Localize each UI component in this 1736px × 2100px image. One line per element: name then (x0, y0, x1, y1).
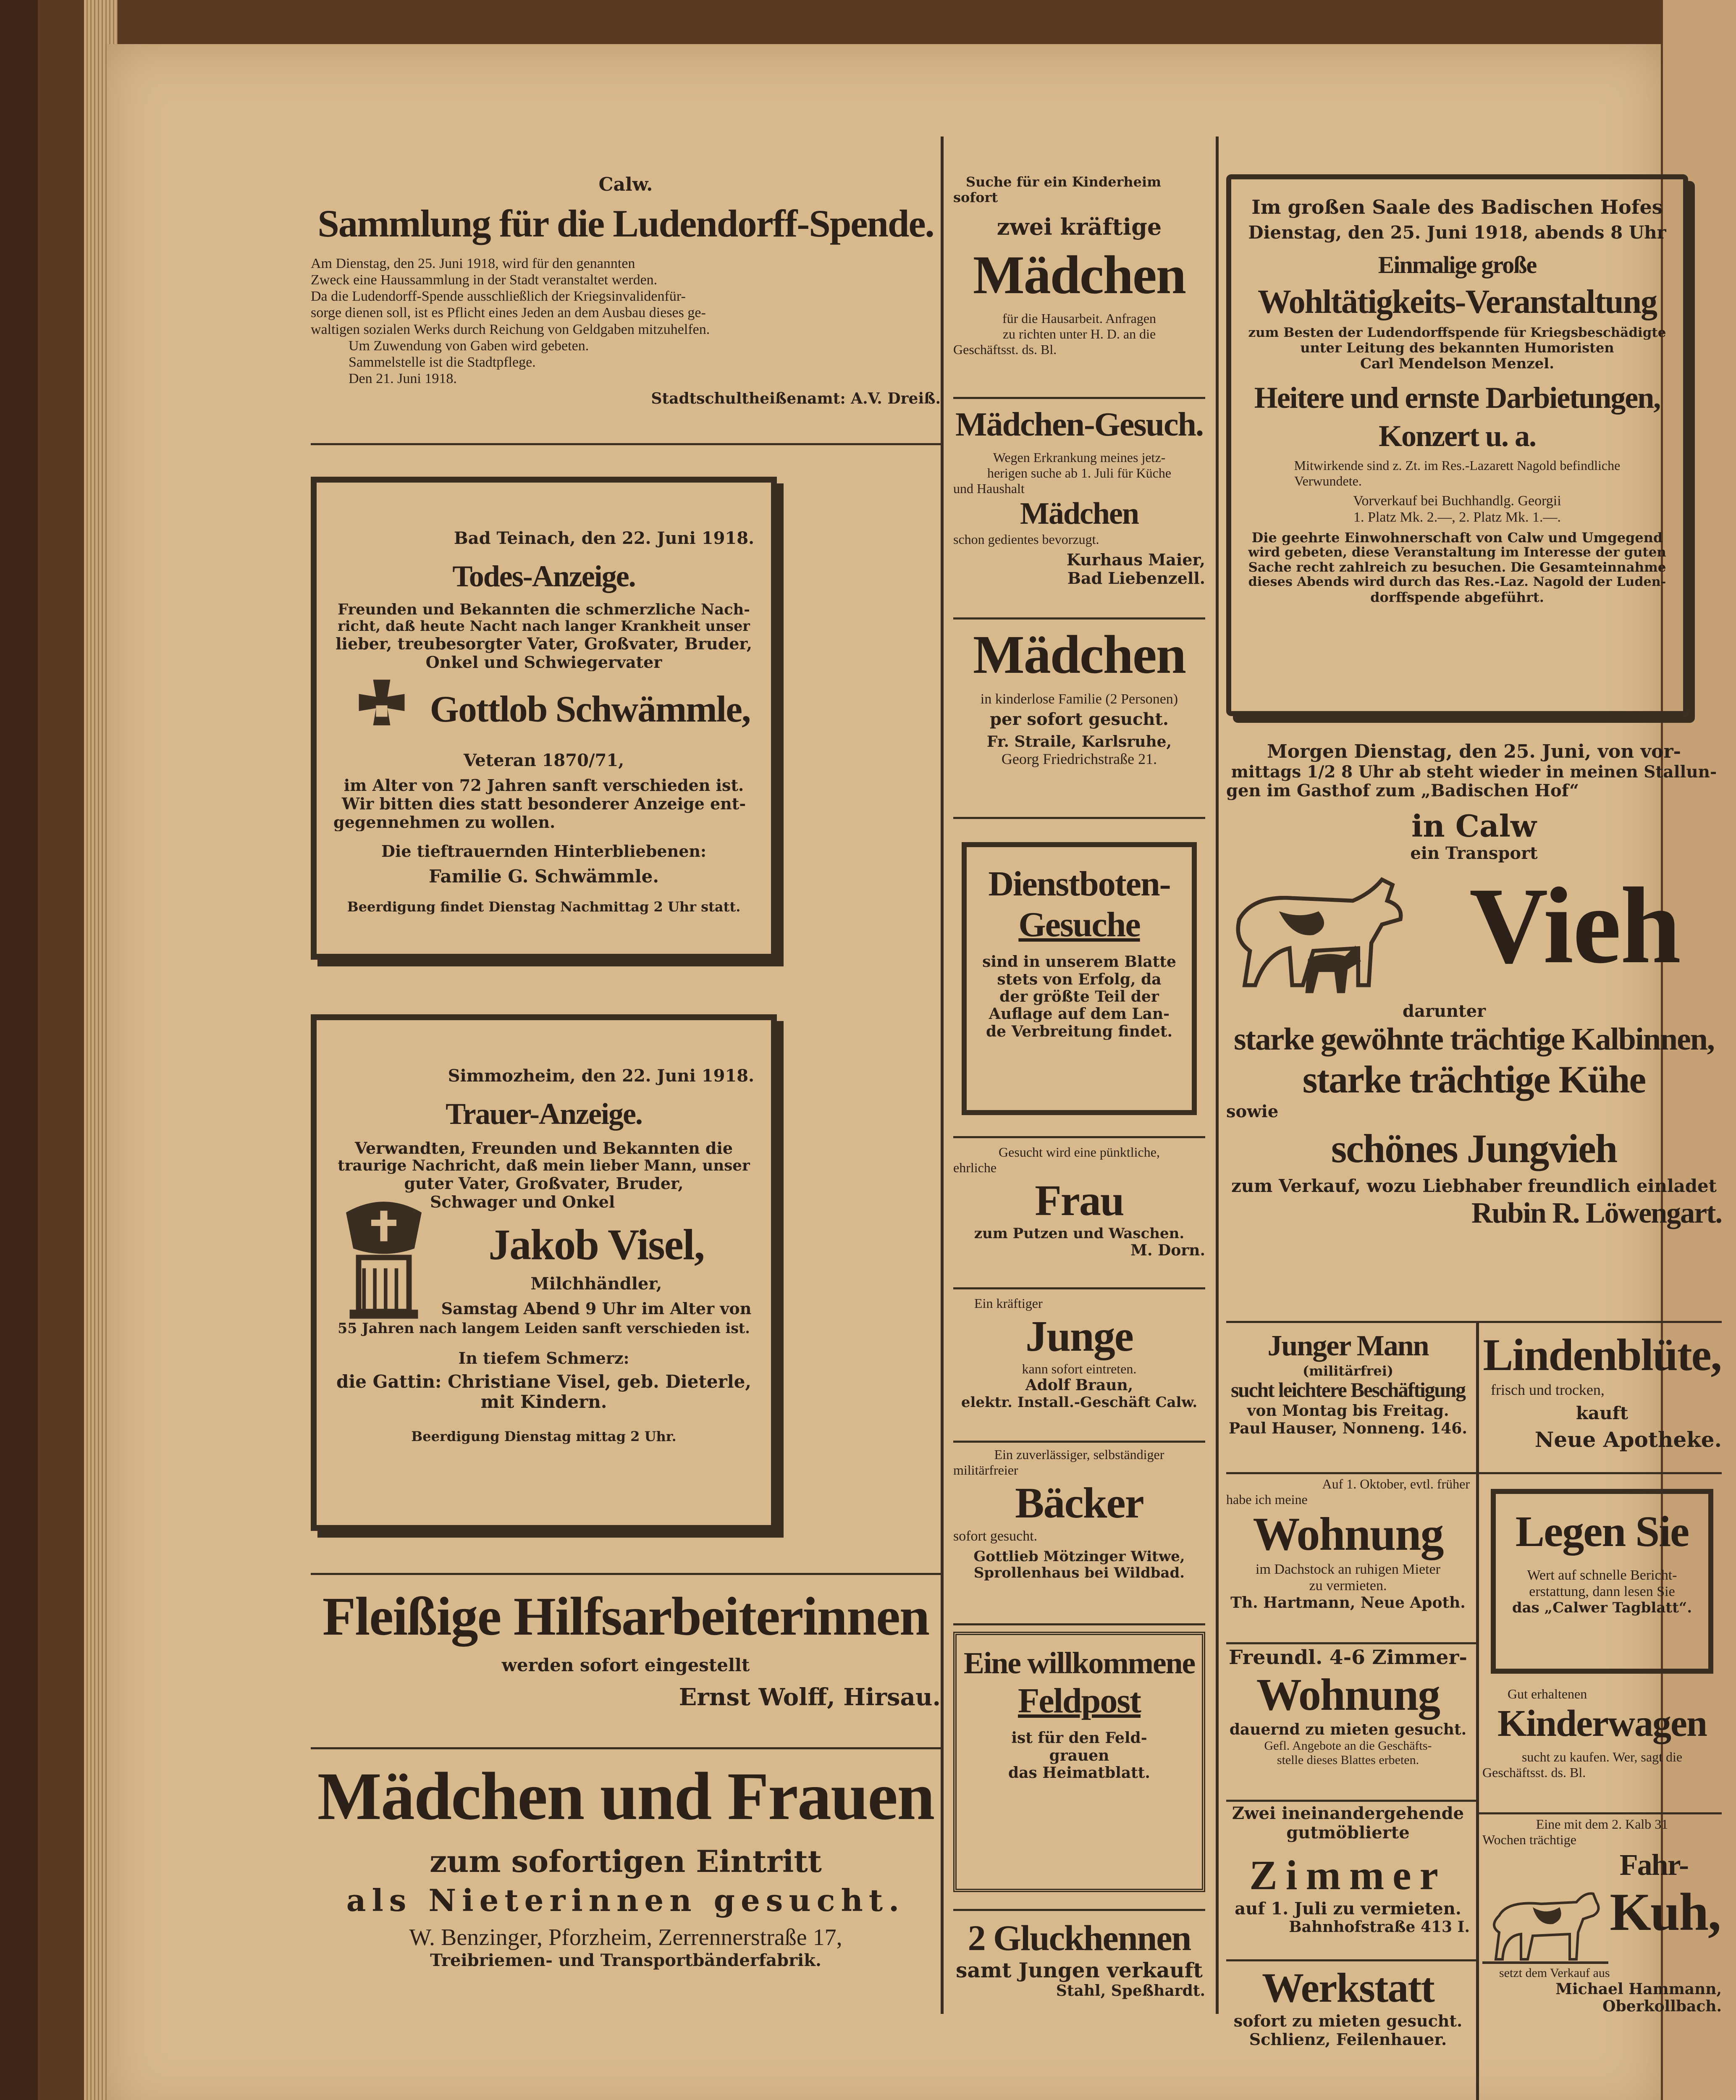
ad-line: Wochen trächtige (1482, 1832, 1576, 1847)
ad-signature: elektr. Install.-Geschäft Calw. (961, 1394, 1198, 1411)
ad-signature: Neue Apotheke. (1534, 1427, 1722, 1452)
ad-line: Eine mit dem 2. Kalb 31 (1536, 1816, 1668, 1832)
grave-wreath-icon (338, 1194, 430, 1320)
ad-line: Geschäftsst. ds. Bl. (953, 341, 1057, 357)
frau-ad (953, 1144, 1205, 1283)
ad-line: als Nieterinnen gesucht. (346, 1883, 905, 1919)
text-line: im Alter von 72 Jahren sanft verschieden ist. (344, 776, 744, 795)
ad-line: kauft (1576, 1403, 1628, 1423)
ad-title: Frau (1035, 1176, 1124, 1225)
ad-signature: Stahl, Speßhardt. (1056, 1982, 1205, 2000)
iron-cross-icon (346, 675, 417, 747)
obituary-name-row (333, 675, 754, 751)
middle-column (953, 128, 1205, 2018)
text-line: Onkel und Schwiegervater (425, 653, 662, 672)
ad-line: Ein kräftiger (974, 1296, 1043, 1311)
feldpost-ad (953, 1632, 1205, 1892)
ad-line: ein Transport (1410, 844, 1538, 864)
ad-line: Wegen Erkrankung meines jetz- (993, 450, 1166, 465)
ad-line: auf 1. Juli zu vermieten. (1235, 1899, 1461, 1919)
ad-body (1244, 530, 1670, 605)
obituary-intro (333, 601, 754, 671)
ad-line: Geschäftsst. ds. Bl. (1482, 1765, 1586, 1780)
ad-line: Carl Mendelson Menzel. (1360, 356, 1555, 373)
ad-line: Um Zuwendung von Gaben wird gebeten. (349, 338, 589, 354)
ad-line: Zwei ineinandergehende (1232, 1804, 1464, 1823)
cattle-icon (1226, 863, 1411, 1002)
ad-company-line: Treibriemen- und Transportbänderfabrik. (430, 1951, 821, 1971)
ad-line: von Montag bis Freitag. (1247, 1402, 1449, 1420)
ad-line: frisch und trocken, (1491, 1381, 1605, 1399)
ad-line: Morgen Dienstag, den 25. Juni, von vor- (1267, 741, 1681, 762)
ad-line: Verwundete. (1294, 473, 1362, 488)
ad-signature: Th. Hartmann, Neue Apoth. (1230, 1594, 1466, 1612)
ad-line: militärfreier (953, 1462, 1018, 1478)
ad-line: zu vermieten. (1309, 1578, 1387, 1594)
nieterinnen-ad (311, 1758, 941, 2010)
book-edge-left (0, 0, 38, 2100)
ad-title: Wohnung (1256, 1670, 1440, 1720)
vieh-ad (1226, 741, 1722, 1304)
ad-title: Legen Sie (1515, 1507, 1689, 1556)
divider (953, 1136, 1205, 1138)
deceased-occupation: Milchhändler, (530, 1274, 662, 1294)
ad-line: waltigen sozialen Werks durch Reichung von Geldgaben mitzuhelfen. (311, 321, 710, 337)
ad-line: kann sofort eintreten. (1022, 1361, 1137, 1377)
ad-line: Suche für ein Kinderheim (966, 174, 1162, 190)
ad-signature: Oberkollbach. (1602, 1998, 1722, 2016)
divider (311, 443, 941, 445)
ad-line: dorffspende abgeführt. (1370, 590, 1544, 605)
obituary-visel (311, 1014, 777, 1531)
ad-line: Vorverkauf bei Buchhandlg. Georgii (1353, 493, 1561, 509)
ad-title: starke gewöhnte trächtige Kalbinnen, (1234, 1022, 1714, 1057)
ad-title: Fleißige Hilfsarbeiterinnen (322, 1586, 929, 1647)
obituary-heading: Todes-Anzeige. (452, 559, 635, 593)
ad-line: für die Hausarbeit. Anfragen (1002, 311, 1156, 326)
ad-title: Kinderwagen (1497, 1702, 1707, 1744)
ad-signature: Georg Friedrichstraße 21. (1001, 750, 1157, 767)
widow: die Gattin: Christiane Visel, geb. Dieterle, (336, 1371, 752, 1392)
lindenbluete-ad (1482, 1329, 1722, 1468)
ad-line: Gut erhaltenen (1508, 1686, 1587, 1701)
ad-line: Dienstag, den 25. Juni 1918, abends 8 Uhr (1248, 222, 1666, 243)
zimmer-ad (1226, 1804, 1470, 1955)
ad-line: sucht zu kaufen. Wer, sagt die (1521, 1749, 1683, 1765)
ad-line: werden sofort eingestellt (501, 1655, 750, 1675)
obituary-schwaemmle (311, 477, 777, 960)
ad-line: 1. Platz Mk. 2.—, 2. Platz Mk. 1.—. (1353, 509, 1561, 525)
ad-company: Ernst Wolff, Hirsau. (679, 1683, 941, 1711)
ad-line: darunter (1403, 1002, 1486, 1021)
ad-title: Mädchen-Gesuch. (955, 406, 1203, 443)
ad-line: zum Besten der Ludendorffspende für Kriegsbeschädigte (1248, 325, 1666, 340)
gluckhennen-ad (953, 1917, 1205, 2018)
text-line: traurige Nachricht, daß mein lieber Mann, unser (338, 1157, 750, 1175)
ad-line: Auf 1. Oktober, evtl. früher (1322, 1476, 1470, 1491)
ad-line: de Verbreitung findet. (986, 1023, 1173, 1040)
ad-line: Den 21. Juni 1918. (349, 370, 457, 386)
text-line: Schwager und Onkel (430, 1193, 615, 1211)
kuh-ad (1482, 1816, 1722, 2052)
ad-line: Gesucht wird eine pünktliche, (999, 1144, 1160, 1160)
ad-title: Eine willkommene (963, 1646, 1195, 1680)
ad-note: schon gedientes bevorzugt. (953, 532, 1099, 547)
ad-company: W. Benzinger, Pforzheim, Zerrennerstraße 17, (409, 1924, 842, 1951)
mourners: Familie G. Schwämmle. (429, 866, 659, 887)
burial-note: Beerdigung Dienstag mittag 2 Uhr. (411, 1429, 677, 1445)
burial-note: Beerdigung findet Dienstag Nachmittag 2 Uhr statt. (347, 899, 741, 915)
werkstatt-ad (1226, 1964, 1470, 2056)
ad-line: sind in unserem Blatte (982, 953, 1176, 971)
ad-title: Kuh, (1610, 1883, 1720, 1942)
ad-title: Dienstboten- (988, 864, 1170, 903)
ad-title: Vieh (1469, 865, 1681, 987)
wohnung-gesuch-ad (1226, 1646, 1470, 1798)
calw-ludendorff-ad (311, 174, 941, 426)
ad-signature: Bahnhofstraße 413 I. (1289, 1919, 1470, 1936)
ad-line: unter Leitung des bekannten Humoristen (1300, 340, 1614, 356)
divider (953, 1287, 1205, 1289)
junger-mann-ad (1226, 1329, 1470, 1468)
ad-line: Am Dienstag, den 25. Juni 1918, wird für den genannten (311, 256, 635, 272)
obituary-dateline: Simmozheim, den 22. Juni 1918. (448, 1066, 754, 1086)
ad-line: stelle dieses Blattes erbeten. (1277, 1753, 1419, 1767)
ad-line: setzt dem Verkauf aus (1499, 1966, 1610, 1980)
ad-line: gutmöblierte (1286, 1823, 1410, 1843)
divider (1226, 1321, 1722, 1323)
ad-title: Werkstatt (1262, 1964, 1434, 2011)
children: mit Kindern. (480, 1392, 607, 1412)
ad-title: Junger Mann (1267, 1330, 1429, 1362)
ad-line: mittags 1/2 8 Uhr ab steht wieder in meinen Stallun- (1231, 762, 1717, 782)
ad-title: Mädchen (973, 244, 1185, 305)
divider (1226, 1642, 1476, 1644)
ad-title: Heitere und ernste Darbietungen, (1254, 381, 1660, 415)
ad-signature: M. Dorn. (1130, 1242, 1205, 1260)
kinderwagen-ad (1482, 1686, 1722, 1808)
ad-signature: Gottlieb Mötzinger Witwe, (973, 1549, 1185, 1565)
ad-title: Lindenblüte, (1483, 1330, 1721, 1380)
obituary-heading: Trauer-Anzeige. (446, 1097, 642, 1131)
ad-line: Im großen Saale des Badischen Hofes (1251, 196, 1663, 218)
mourners-label: Die tieftrauernden Hinterbliebenen: (381, 842, 707, 861)
ad-title: Mädchen und Frauen (317, 1759, 934, 1834)
column-rule (941, 136, 944, 2014)
ad-line: zum Putzen und Waschen. (974, 1226, 1185, 1242)
deceased-name: Gottlob Schwämmle, (430, 688, 750, 730)
ad-word: Mädchen (1020, 496, 1138, 531)
text-line: Verwandten, Freunden und Bekannten die (354, 1139, 733, 1158)
ad-title: Bäcker (1015, 1478, 1143, 1527)
ad-line: grauen (1049, 1747, 1109, 1764)
ad-line: samt Jungen verkauft (956, 1958, 1203, 1982)
kinderlos-ad (953, 624, 1205, 808)
dienstboten-ad (962, 842, 1197, 1115)
ad-title: Gesuche (1018, 905, 1140, 944)
divider (953, 397, 1205, 399)
newspaper-page (107, 44, 1722, 2100)
ad-title: Junge (1025, 1312, 1133, 1360)
ad-line: und Haushalt (953, 480, 1025, 496)
divider (953, 1909, 1205, 1911)
ad-line: Auflage auf dem Lan- (989, 1005, 1170, 1023)
ad-line: gen im Gasthof zum „Badischen Hof“ (1226, 781, 1579, 801)
ad-title: Wohnung (1253, 1508, 1443, 1560)
vieh-title-row (1226, 863, 1722, 1002)
ad-signature: Michael Hammann, (1555, 1980, 1722, 1998)
divider (1479, 1472, 1722, 1474)
ad-signature: Schlienz, Feilenhauer. (1249, 2030, 1447, 2049)
ad-place: in Calw (1411, 809, 1537, 844)
deceased-name: Jakob Visel, (488, 1220, 704, 1269)
ad-title: starke trächtige Kühe (1302, 1058, 1646, 1101)
ad-line: Gefl. Angebote an die Geschäfts- (1264, 1738, 1432, 1753)
ad-line: erstattung, dann lesen Sie (1529, 1583, 1675, 1599)
divider (953, 617, 1205, 620)
baecker-ad (953, 1447, 1205, 1615)
divider (1226, 1472, 1476, 1474)
text-line: lieber, treubesorgter Vater, Großvater, Bruder, (336, 634, 752, 653)
sub-column-rule (1476, 1321, 1479, 2100)
text-line: Freunden und Bekannten die schmerzliche Nach- (338, 601, 750, 618)
ad-signature: Bad Liebenzell. (1067, 569, 1205, 588)
ad-line: das „Calwer Tagblatt“. (1512, 1599, 1692, 1616)
ad-signature: Stadtschultheißenamt: A.V. Dreiß. (651, 390, 941, 407)
ad-title: sucht leichtere Beschäftigung (1231, 1378, 1465, 1402)
ad-line: im Dachstock an ruhigen Mieter (1256, 1562, 1440, 1578)
ad-line: herigen suche ab 1. Juli für Küche (987, 465, 1172, 480)
ad-line: habe ich meine (1226, 1491, 1308, 1507)
hilfsarbeiterinnen-ad (311, 1586, 941, 1745)
ad-line: (militärfrei) (1302, 1363, 1394, 1379)
ad-body (1503, 1567, 1702, 1616)
ad-signature: Fr. Straile, Karlsruhe, (986, 733, 1172, 751)
ad-line: dauernd zu mieten gesucht. (1229, 1721, 1467, 1739)
junge-ad (953, 1296, 1205, 1438)
ad-body (961, 1730, 1198, 1782)
ad-title: Wohltätigkeits-Veranstaltung (1257, 283, 1657, 320)
wohnung-angebot-ad (1226, 1476, 1470, 1640)
ad-line: Sache recht zahlreich zu besuchen. Die Gesamteinnahme (1248, 560, 1666, 575)
deceased-rank: Veteran 1870/71, (463, 751, 624, 771)
divider (1226, 1959, 1476, 1961)
text-line: gegennehmen zu wollen. (333, 813, 556, 832)
ad-line: wird gebeten, diese Veranstaltung im Interesse der guten (1248, 545, 1666, 560)
ad-line: Die geehrte Einwohnerschaft von Calw und Umgegend (1251, 530, 1663, 546)
divider (1479, 1812, 1722, 1814)
divider (953, 1441, 1205, 1443)
ad-title: 2 Gluckhennen (968, 1918, 1191, 1958)
kinderheim-ad (953, 174, 1205, 393)
ad-line: sofort zu mieten gesucht. (1233, 2012, 1463, 2030)
right-column (1226, 128, 1722, 2049)
ad-line: Zweck eine Haussammlung in der Stadt veranstaltet werden. (311, 272, 658, 288)
ad-subtitle: zwei kräftige (996, 213, 1162, 240)
divider (1226, 1800, 1476, 1802)
text-line: richt, daß heute Nacht nach langer Krankheit unser (338, 618, 750, 635)
ad-line: sofort gesucht. (953, 1528, 1038, 1544)
ad-line: Sammelstelle ist die Stadtpflege. (349, 354, 536, 370)
divider (953, 817, 1205, 819)
ad-line: sofort (953, 189, 998, 205)
cow-icon (1482, 1882, 1608, 1966)
text-line: Samstag Abend 9 Uhr im Alter von (441, 1299, 752, 1318)
ad-subtitle: Einmalige große (1378, 251, 1537, 278)
ad-signature: Rubin R. Löwengart. (1471, 1197, 1722, 1229)
ad-line: der größte Teil der (999, 988, 1159, 1005)
text-line: 55 Jahren nach langem Leiden sanft verschieden ist. (338, 1320, 750, 1336)
ad-line: ehrliche (953, 1160, 997, 1175)
kuh-title-row (1482, 1882, 1722, 1966)
ad-line: Mitwirkende sind z. Zt. im Res.-Lazarett Nagold befindliche (1294, 457, 1621, 473)
ad-line: in kinderlose Familie (2 Personen) (980, 691, 1178, 707)
obituary-dateline: Bad Teinach, den 22. Juni 1918. (454, 529, 754, 548)
ad-line: zum sofortigen Eintritt (430, 1844, 822, 1880)
text-line: Wir bitten dies statt besonderer Anzeige ent- (341, 794, 746, 813)
column-rule (1216, 136, 1219, 2014)
ad-line: dieses Abends wird durch das Res.-Laz. Nagold der Luden- (1248, 575, 1666, 590)
text-line: guter Vater, Großvater, Bruder, (404, 1174, 684, 1193)
ad-title: Fahr- (1619, 1848, 1688, 1882)
ad-line: sowie (1226, 1102, 1279, 1122)
ad-line: zu richten unter H. D. an die (1002, 326, 1156, 341)
divider (311, 1573, 941, 1575)
ad-body (973, 953, 1185, 1040)
grief-label: In tiefem Schmerz: (458, 1349, 629, 1368)
ad-body (311, 255, 941, 387)
ad-signature: Sprollenhaus bei Wildbad. (973, 1565, 1185, 1582)
ad-signature: Paul Hauser, Nonneng. 146. (1229, 1420, 1467, 1437)
obituary-body (333, 776, 754, 831)
ad-line: stets von Erfolg, da (997, 971, 1162, 988)
ad-signature: Adolf Braun, (1025, 1377, 1133, 1394)
obituary-name-row (333, 1211, 754, 1337)
ad-line: das Heimatblatt. (1008, 1764, 1150, 1782)
ad-line: ist für den Feld- (1011, 1730, 1147, 1747)
ad-title: Feldpost (1017, 1681, 1141, 1720)
divider (953, 1623, 1205, 1625)
ad-place: Calw. (598, 174, 653, 195)
ad-line: sorge dienen soll, ist es Pflicht eines Jeden an dem Ausbau dieses ge- (311, 305, 706, 321)
ad-line: Wert auf schnelle Bericht- (1527, 1567, 1677, 1583)
divider (311, 1747, 941, 1749)
ad-line: zum Verkauf, wozu Liebhaber freundlich einladet (1231, 1176, 1717, 1197)
legen-sie-ad (1491, 1489, 1713, 1674)
ad-line: Ein zuverlässiger, selbständiger (994, 1447, 1164, 1462)
ad-line: per sofort gesucht. (990, 709, 1169, 729)
ad-line: Da die Ludendorff-Spende ausschließlich der Kriegsinvalidenfür- (311, 289, 686, 304)
ad-title: Zimmer (1249, 1852, 1447, 1898)
maedchen-gesuch-ad (953, 405, 1205, 615)
ad-title: Mädchen (973, 625, 1185, 685)
ad-title: Sammlung für die Ludendorff-Spende. (317, 202, 934, 245)
ad-signature: Kurhaus Maier, (1066, 551, 1205, 569)
ad-line: Freundl. 4-6 Zimmer- (1229, 1646, 1467, 1669)
left-column (311, 128, 941, 2018)
konzert-ad (1226, 174, 1688, 716)
ad-title: Konzert u. a. (1379, 419, 1536, 453)
ad-title: schönes Jungvieh (1331, 1126, 1617, 1171)
